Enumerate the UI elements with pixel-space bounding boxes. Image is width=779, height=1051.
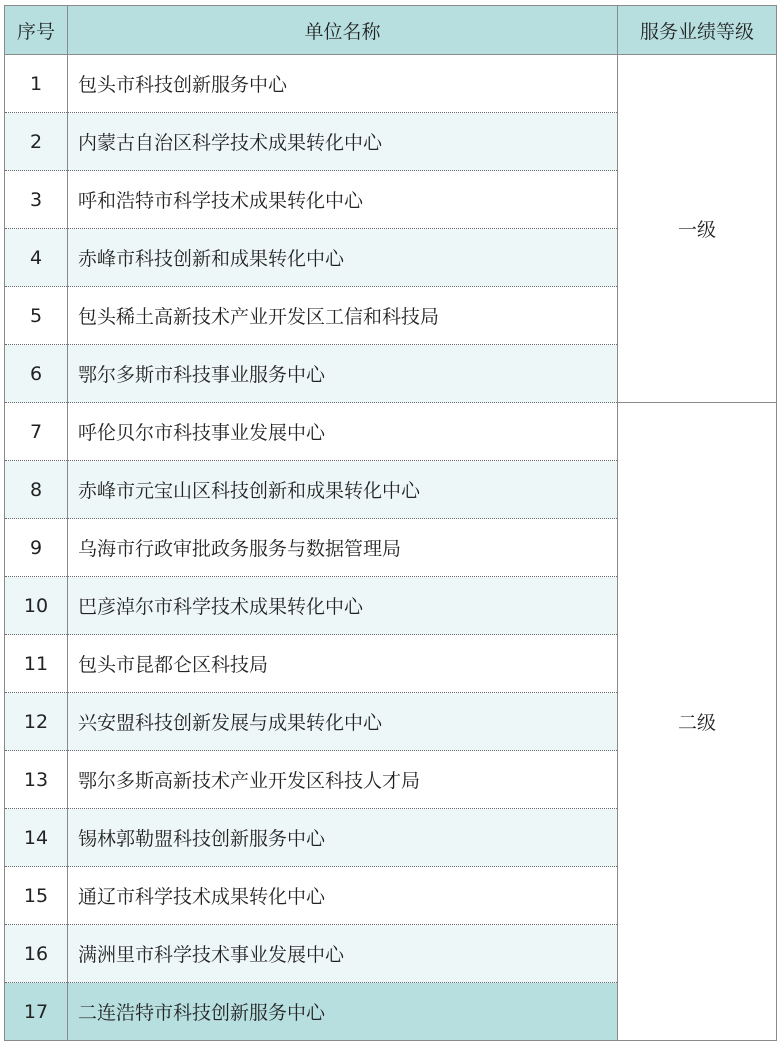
unit-name: 赤峰市科技创新和成果转化中心 bbox=[68, 229, 618, 287]
row-number: 17 bbox=[5, 983, 68, 1041]
unit-name: 鄂尔多斯市科技事业服务中心 bbox=[68, 345, 618, 403]
unit-name: 赤峰市元宝山区科技创新和成果转化中心 bbox=[68, 461, 618, 519]
row-number: 4 bbox=[5, 229, 68, 287]
unit-name: 呼伦贝尔市科技事业发展中心 bbox=[68, 403, 618, 461]
unit-name: 包头稀土高新技术产业开发区工信和科技局 bbox=[68, 287, 618, 345]
row-number: 3 bbox=[5, 171, 68, 229]
row-number: 6 bbox=[5, 345, 68, 403]
unit-name: 乌海市行政审批政务服务与数据管理局 bbox=[68, 519, 618, 577]
unit-name: 包头市昆都仑区科技局 bbox=[68, 635, 618, 693]
row-number: 12 bbox=[5, 693, 68, 751]
row-number: 16 bbox=[5, 925, 68, 983]
unit-name: 锡林郭勒盟科技创新服务中心 bbox=[68, 809, 618, 867]
row-number: 15 bbox=[5, 867, 68, 925]
row-number: 11 bbox=[5, 635, 68, 693]
row-number: 8 bbox=[5, 461, 68, 519]
unit-name: 内蒙古自治区科学技术成果转化中心 bbox=[68, 113, 618, 171]
row-number: 14 bbox=[5, 809, 68, 867]
header-unit-name: 单位名称 bbox=[68, 6, 618, 55]
row-number: 13 bbox=[5, 751, 68, 809]
table-row bbox=[5, 55, 777, 113]
row-number: 7 bbox=[5, 403, 68, 461]
unit-name: 包头市科技创新服务中心 bbox=[68, 55, 618, 113]
unit-name: 兴安盟科技创新发展与成果转化中心 bbox=[68, 693, 618, 751]
header-number: 序号 bbox=[5, 6, 68, 55]
ranking-table bbox=[4, 5, 777, 1041]
header-row bbox=[5, 6, 777, 55]
unit-name: 二连浩特市科技创新服务中心 bbox=[68, 983, 618, 1041]
row-number: 10 bbox=[5, 577, 68, 635]
unit-name: 巴彦淖尔市科学技术成果转化中心 bbox=[68, 577, 618, 635]
unit-name: 满洲里市科学技术事业发展中心 bbox=[68, 925, 618, 983]
grade-cell-level-1: 一级 bbox=[618, 55, 777, 403]
grade-cell-level-2: 二级 bbox=[618, 403, 777, 1041]
header-grade: 服务业绩等级 bbox=[618, 6, 777, 55]
row-number: 1 bbox=[5, 55, 68, 113]
row-number: 5 bbox=[5, 287, 68, 345]
unit-name: 呼和浩特市科学技术成果转化中心 bbox=[68, 171, 618, 229]
unit-name: 通辽市科学技术成果转化中心 bbox=[68, 867, 618, 925]
row-number: 2 bbox=[5, 113, 68, 171]
unit-name: 鄂尔多斯高新技术产业开发区科技人才局 bbox=[68, 751, 618, 809]
row-number: 9 bbox=[5, 519, 68, 577]
table-row bbox=[5, 403, 777, 461]
